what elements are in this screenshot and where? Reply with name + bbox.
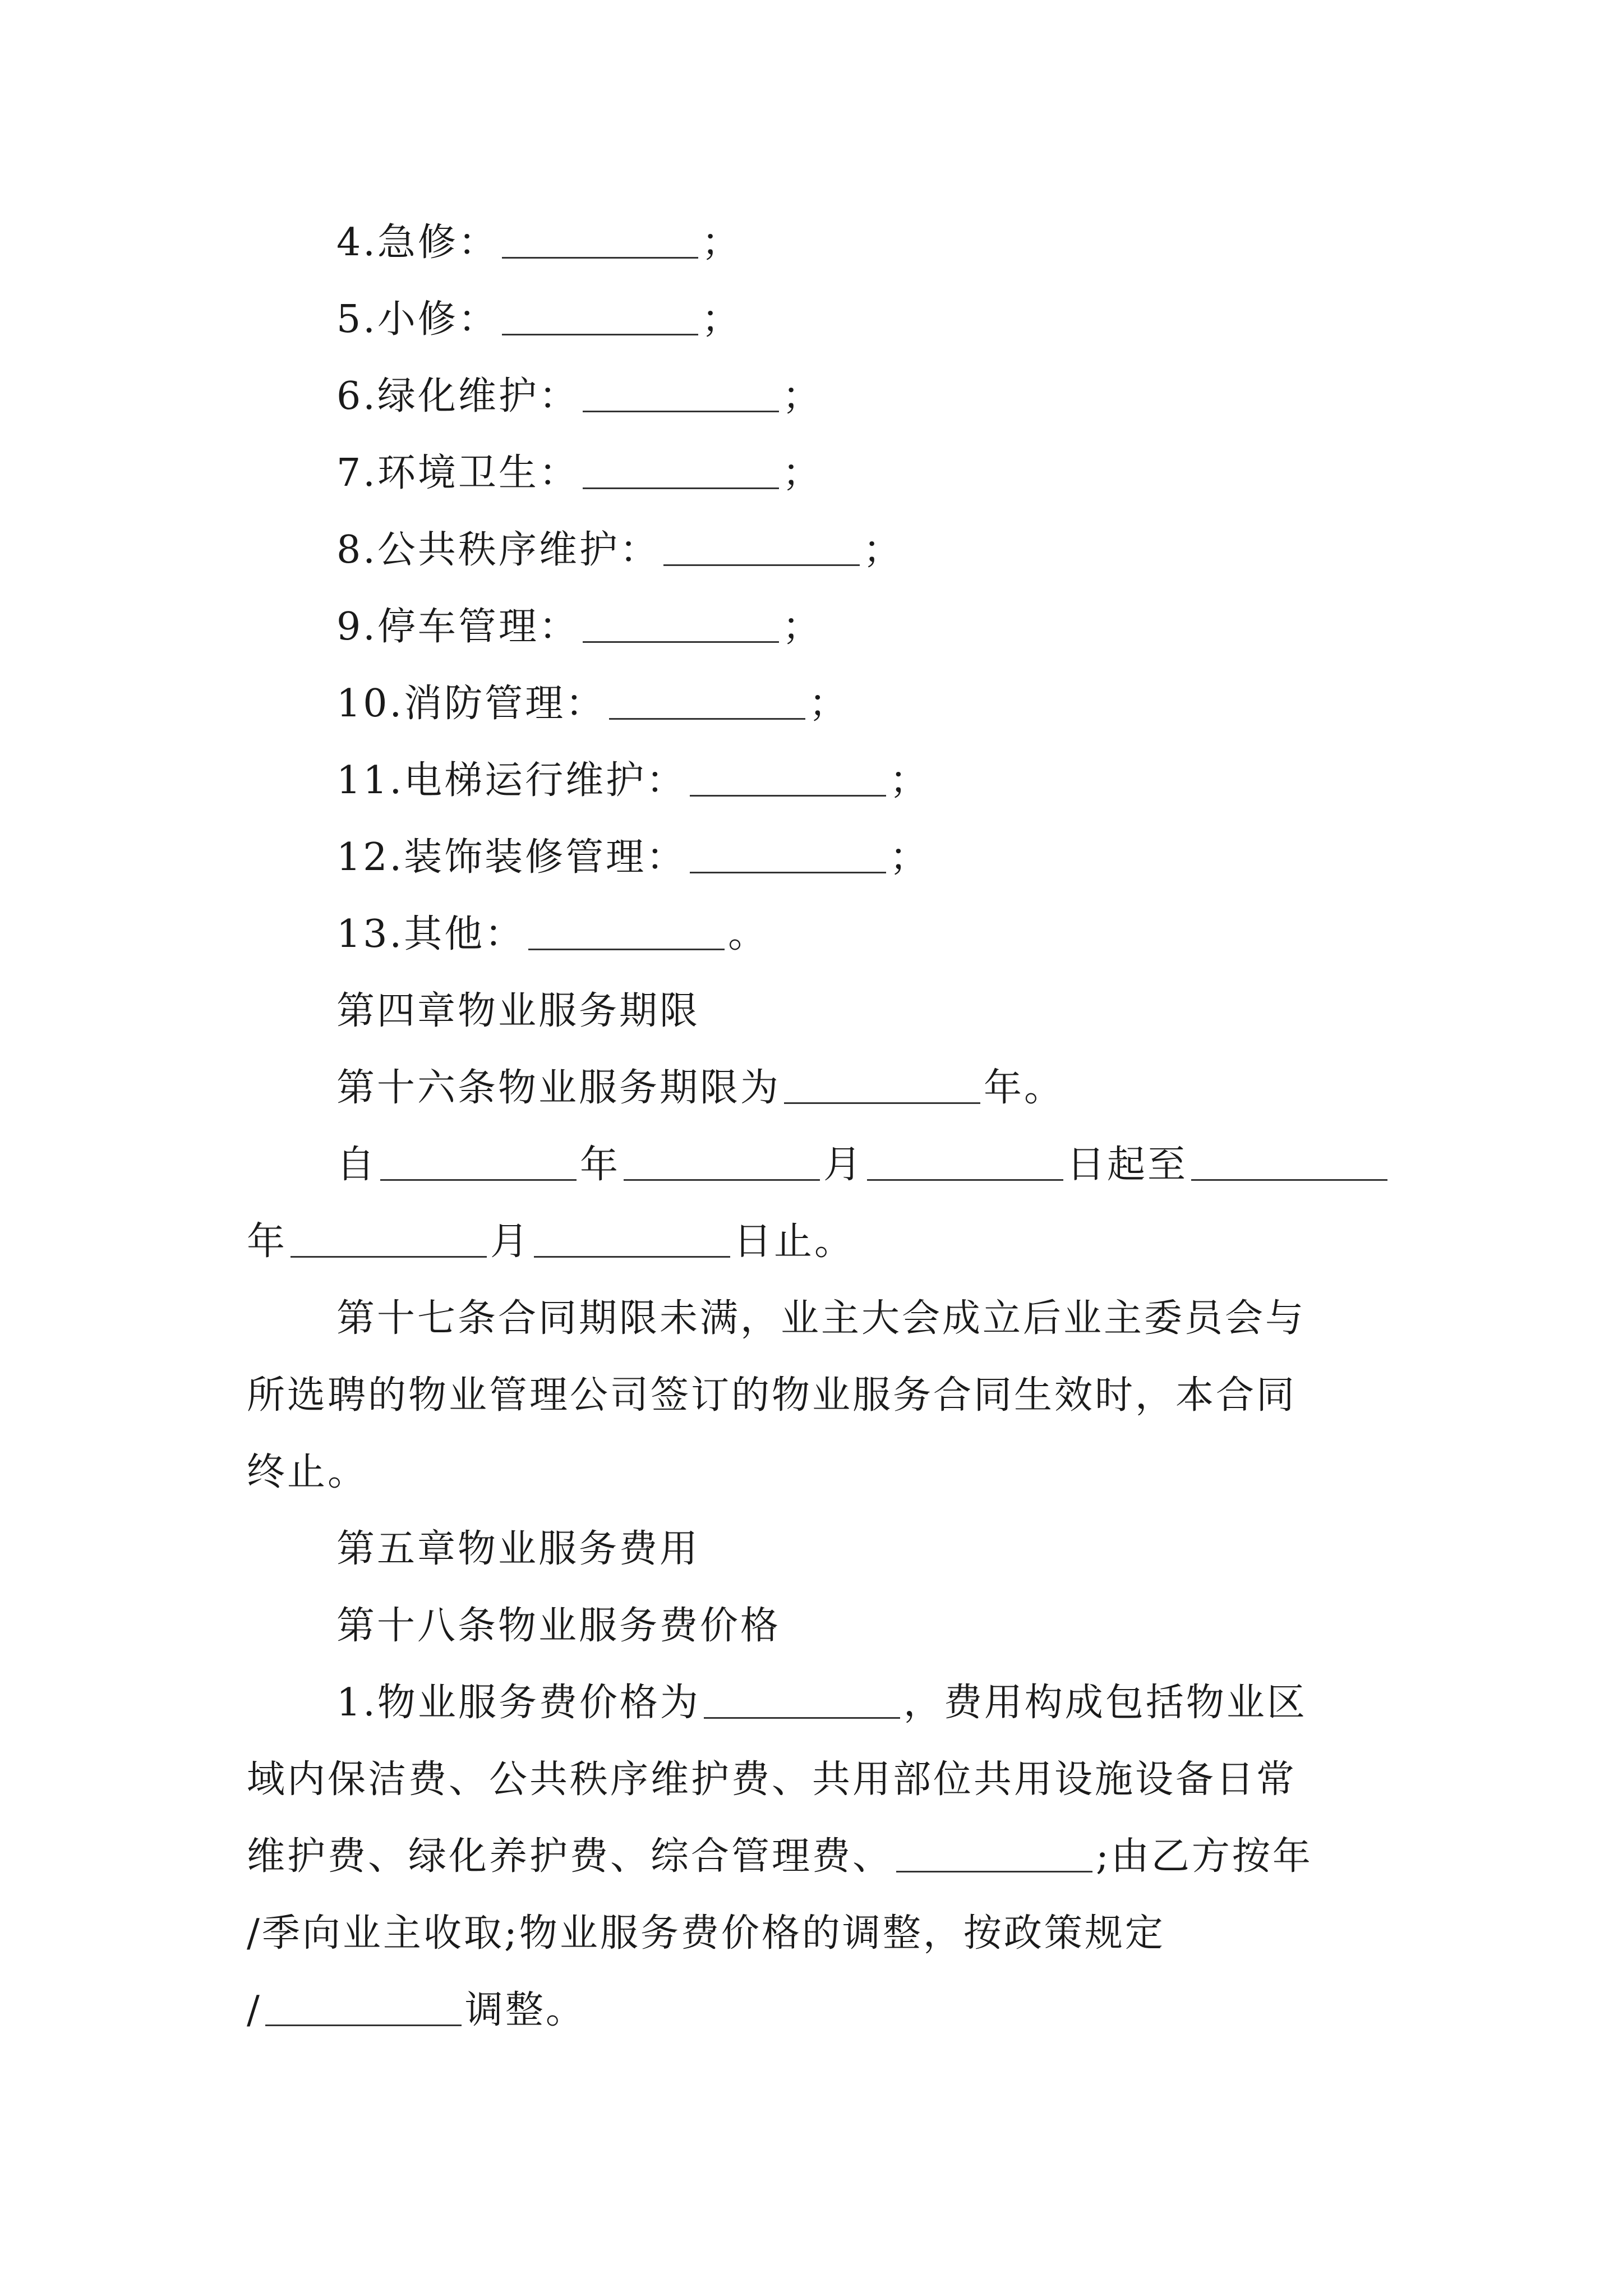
fill-in-blank bbox=[583, 608, 779, 643]
chapter-heading: 第四章物业服务期限 bbox=[336, 989, 700, 1033]
date-range-line bbox=[247, 1217, 855, 1267]
clause-text-end: ，费用构成包括物业区 bbox=[903, 1681, 1307, 1725]
item-label: 12.装饰装修管理： bbox=[336, 835, 687, 880]
list-item bbox=[336, 602, 823, 652]
fill-in-blank bbox=[583, 454, 779, 489]
fill-in-blank bbox=[867, 1145, 1063, 1181]
fill-in-blank bbox=[528, 915, 725, 950]
fill-in-blank bbox=[609, 684, 805, 720]
article-text-end: 年。 bbox=[984, 1066, 1065, 1110]
fill-in-blank bbox=[1191, 1145, 1387, 1181]
article-heading: 第十八条物业服务费价格 bbox=[336, 1604, 781, 1648]
date-range-line bbox=[336, 1140, 1391, 1190]
paragraph-line bbox=[336, 1678, 1307, 1728]
item-punct: ； bbox=[782, 451, 823, 495]
item-punct: ； bbox=[701, 220, 742, 265]
fill-in-blank bbox=[690, 761, 886, 797]
item-label: 10.消防管理： bbox=[336, 682, 606, 726]
fill-in-blank bbox=[534, 1222, 730, 1258]
item-punct: 。 bbox=[728, 912, 769, 956]
paragraph-line: /季向业主收取;物业服务费价格的调整，按政策规定 bbox=[247, 1911, 1165, 1955]
fill-in-blank bbox=[896, 1837, 1092, 1872]
item-punct: ； bbox=[809, 682, 850, 726]
item-label: 6.绿化维护： bbox=[336, 374, 579, 418]
chapter-heading: 第五章物业服务费用 bbox=[336, 1527, 700, 1571]
article-line bbox=[336, 1063, 1064, 1114]
paragraph-line bbox=[247, 1985, 586, 2036]
item-punct: ； bbox=[889, 758, 930, 803]
paragraph-line bbox=[247, 1832, 1313, 1882]
list-item bbox=[336, 295, 742, 345]
clause-text-end: ;由乙方按年 bbox=[1096, 1834, 1313, 1879]
list-item bbox=[336, 909, 768, 960]
item-label: 4.急修： bbox=[336, 220, 499, 265]
item-punct: ； bbox=[782, 374, 823, 418]
item-label: 8.公共秩序维护： bbox=[336, 528, 660, 572]
clause-text-end: 调整。 bbox=[464, 1988, 586, 2032]
paragraph-line: 域内保洁费、公共秩序维护费、共用部位共用设施设备日常 bbox=[247, 1757, 1297, 1802]
item-label: 5.小修： bbox=[336, 297, 499, 342]
item-label: 11.电梯运行维护： bbox=[336, 758, 687, 803]
fill-in-blank bbox=[265, 1991, 462, 2026]
fill-in-blank bbox=[690, 838, 886, 873]
fill-in-blank bbox=[291, 1222, 487, 1258]
fill-in-blank bbox=[502, 223, 698, 259]
item-label: 13.其他： bbox=[336, 912, 525, 956]
list-item bbox=[336, 525, 903, 576]
article-text: 第十六条物业服务期限为 bbox=[336, 1066, 781, 1110]
fill-in-blank bbox=[502, 300, 698, 335]
clause-text: 1.物业服务费价格为 bbox=[336, 1681, 700, 1725]
fill-in-blank bbox=[380, 1145, 577, 1181]
item-label: 9.停车管理： bbox=[336, 605, 579, 649]
fill-in-blank bbox=[583, 377, 779, 412]
fill-in-blank bbox=[663, 531, 860, 566]
fill-in-blank bbox=[704, 1683, 900, 1719]
list-item bbox=[336, 679, 849, 729]
item-punct: ； bbox=[701, 297, 742, 342]
list-item bbox=[336, 218, 742, 268]
clause-text: / bbox=[247, 1988, 262, 2032]
month-label: 月 bbox=[823, 1143, 864, 1187]
list-item bbox=[336, 756, 930, 806]
day-to-label: 日起至 bbox=[1067, 1143, 1188, 1187]
year-label: 年 bbox=[247, 1220, 288, 1264]
item-label: 7.环境卫生： bbox=[336, 451, 579, 495]
fill-in-blank bbox=[624, 1145, 820, 1181]
date-from-label: 自 bbox=[336, 1143, 377, 1187]
day-end-label: 日止。 bbox=[734, 1220, 855, 1264]
fill-in-blank bbox=[784, 1069, 980, 1104]
month-label: 月 bbox=[490, 1220, 531, 1264]
item-punct: ； bbox=[863, 528, 903, 572]
year-label: 年 bbox=[580, 1143, 621, 1187]
list-item bbox=[336, 371, 823, 422]
item-punct: ； bbox=[782, 605, 823, 649]
paragraph-line: 第十七条合同期限未满，业主大会成立后业主委员会与 bbox=[336, 1296, 1306, 1341]
paragraph-line: 终止。 bbox=[247, 1450, 368, 1494]
item-punct: ； bbox=[889, 835, 930, 880]
clause-text: 维护费、绿化养护费、综合管理费、 bbox=[247, 1834, 893, 1879]
list-item bbox=[336, 448, 823, 499]
paragraph-line: 所选聘的物业管理公司签订的物业服务合同生效时，本合同 bbox=[247, 1373, 1297, 1418]
list-item bbox=[336, 832, 930, 883]
